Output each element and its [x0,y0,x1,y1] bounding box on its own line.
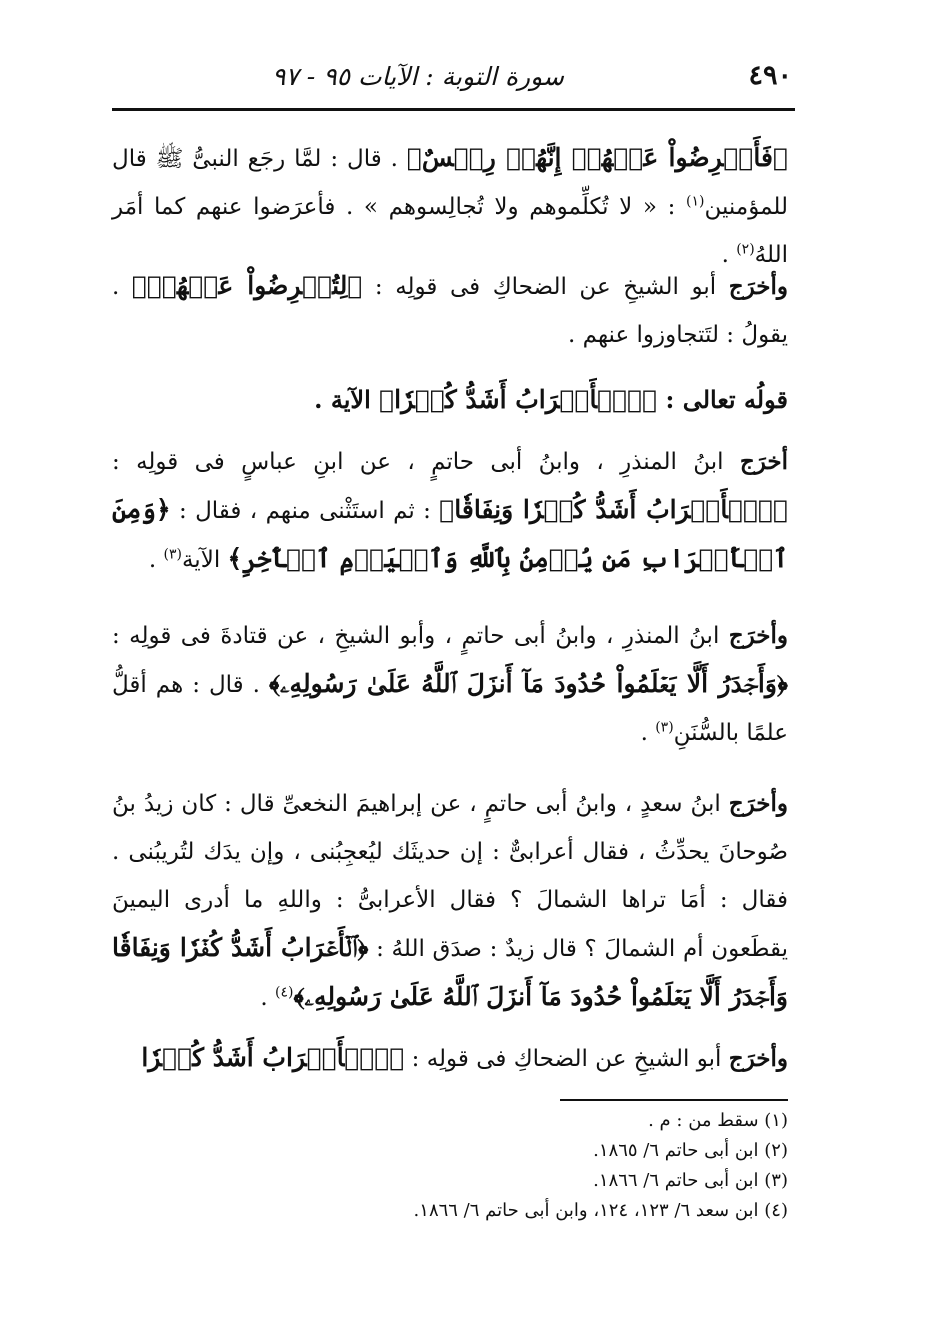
quran-verse: ﴿ٱلۡأَعۡرَابُ أَشَدُّ كُفۡرٗا وَنِفَاقٗا﴾ [439,495,788,524]
paragraph-2 [112,262,788,359]
footnote: (٢) ابن أبى حاتم ٦/ ١٨٦٥. [593,1140,788,1161]
quran-verse: ﴿ٱلۡأَعۡرَابُ أَشَدُّ كُفۡرٗا﴾ [379,385,658,414]
quran-verse: ﴿وَأَجۡدَرُ أَلَّا يَعۡلَمُواْ حُدُودَ مَآ أَنزَلَ ٱللَّهُ عَلَىٰ رَسُولِهِۦ﴾ [268,669,788,698]
footnote-ref: (٣) [163,546,182,563]
paragraph-text: . [721,242,737,268]
paragraph-text: ابنُ المنذرِ ، وابنُ أبى حاتمٍ ، عن ابنِ عباسٍ فى قولِه : [112,449,740,475]
paragraph-text: الآية [181,547,228,573]
paragraph-lead: أخرَج [739,448,788,475]
paragraph-lead: وأخرَج [728,1045,788,1072]
footnotes [268,1106,788,1226]
paragraph-5 [112,612,788,757]
paragraph-text: . [260,985,276,1011]
footnote: (٤) ابن سعد ٦/ ١٢٣، ١٢٤، وابن أبى حاتم ٦/ ١٨٦٦. [413,1200,788,1221]
page-header [112,58,792,98]
paragraph-text: ابنُ سعدٍ ، وابنُ أبى حاتمٍ ، عن إبراهيمَ النخعىِّ قال : كان زيدُ بنُ صُوحانَ يحدِّثُ ، فقال أعرابىٌّ : إن حديثَك ليُعجِبُنى ، وإن يدَك لتُريبُنى . فقال : أمَا تراها الشمالَ ؟ فقال الأعرابىُّ : واللهِ ما أدرى اليمينَ يقطَعون أم الشمالَ ؟ قال زيدٌ : صدَق اللهُ : [112,791,788,962]
paragraph-lead: وأخرَج [728,790,788,817]
quran-verse: ﴿وَمِنَ ٱلۡأَعۡرَابِ مَن يُؤۡمِنُ بِٱللَّهِ وَٱلۡيَوۡمِ ٱلۡأٓخِرِ﴾ [112,495,788,573]
quran-verse: ﴿فَأَعۡرِضُواْ عَنۡهُمۡ إِنَّهُمۡ رِجۡسٌ﴾ [406,143,789,172]
paragraph-text: : ثم استَثْنى منهم ، فقال : [170,498,440,524]
footnote: (٣) ابن أبى حاتم ٦/ ١٨٦٦. [593,1170,788,1191]
paragraph-text: : « لا تُكلِّموهم ولا تُجالِسوهم » . فأعرَضوا عنهم كما أمَر اللهُ [112,194,788,268]
paragraph-4 [112,438,788,584]
paragraph-text: . [148,547,164,573]
paragraph-text: . يقولُ : لتَتجاوزوا عنهم . [112,274,788,348]
page-number: ٤٩٠ [748,60,792,91]
footnote-ref: (٢) [736,241,755,258]
header-rule [112,108,795,111]
paragraph-text: ابنُ المنذرِ ، وابنُ أبى حاتمٍ ، وأبو الشيخِ ، عن قتادةَ فى قولِه : [112,623,729,649]
footnote: (١) سقط من : م . [648,1110,788,1131]
paragraph-1 [112,134,788,279]
paragraph-text: . [640,720,656,746]
footnote-ref: (١) [686,193,705,210]
footnote-rule [560,1099,788,1101]
paragraph-text: أبو الشيخِ عن الضحاكِ فى قولِه : [362,274,729,300]
heading-text: الآية . [314,385,380,414]
footnote-ref: (٤) [275,984,294,1001]
paragraph-lead: وأخرَج [728,273,788,300]
verse-heading [112,376,788,424]
heading-label: قولُه تعالى : [657,385,788,414]
paragraph-7 [112,1034,788,1083]
paragraph-text: . قال : لمَّا رجَع النبىُّ ﷺ قال للمؤمنين [112,146,788,220]
paragraph-text: أبو الشيخِ عن الضحاكِ فى قولِه : [404,1046,729,1072]
paragraph-lead: وأخرَج [728,622,788,649]
quran-verse: ﴿ٱلۡأَعۡرَابُ أَشَدُّ كُفۡرٗا وَنِفَاقٗا وَأَجۡدَرُ أَلَّا يَعۡلَمُواْ حُدُودَ مَآ أَنزَلَ ٱللَّهُ عَلَىٰ رَسُولِهِۦ﴾ [112,933,788,1011]
running-title: سورة التوبة : الآيات ٩٥ - ٩٧ [271,62,564,91]
quran-verse: ﴿لِتُعۡرِضُواْ عَنۡهُمۡ﴾ [131,271,363,300]
footnote-ref: (٣) [655,719,674,736]
paragraph-text: . قال : هم أقلُّ علمًا بالسُّنَنِ [112,672,788,746]
quran-verse: ﴿ٱلۡأَعۡرَابُ أَشَدُّ كُفۡرٗا [141,1043,405,1072]
paragraph-6 [112,780,788,1022]
